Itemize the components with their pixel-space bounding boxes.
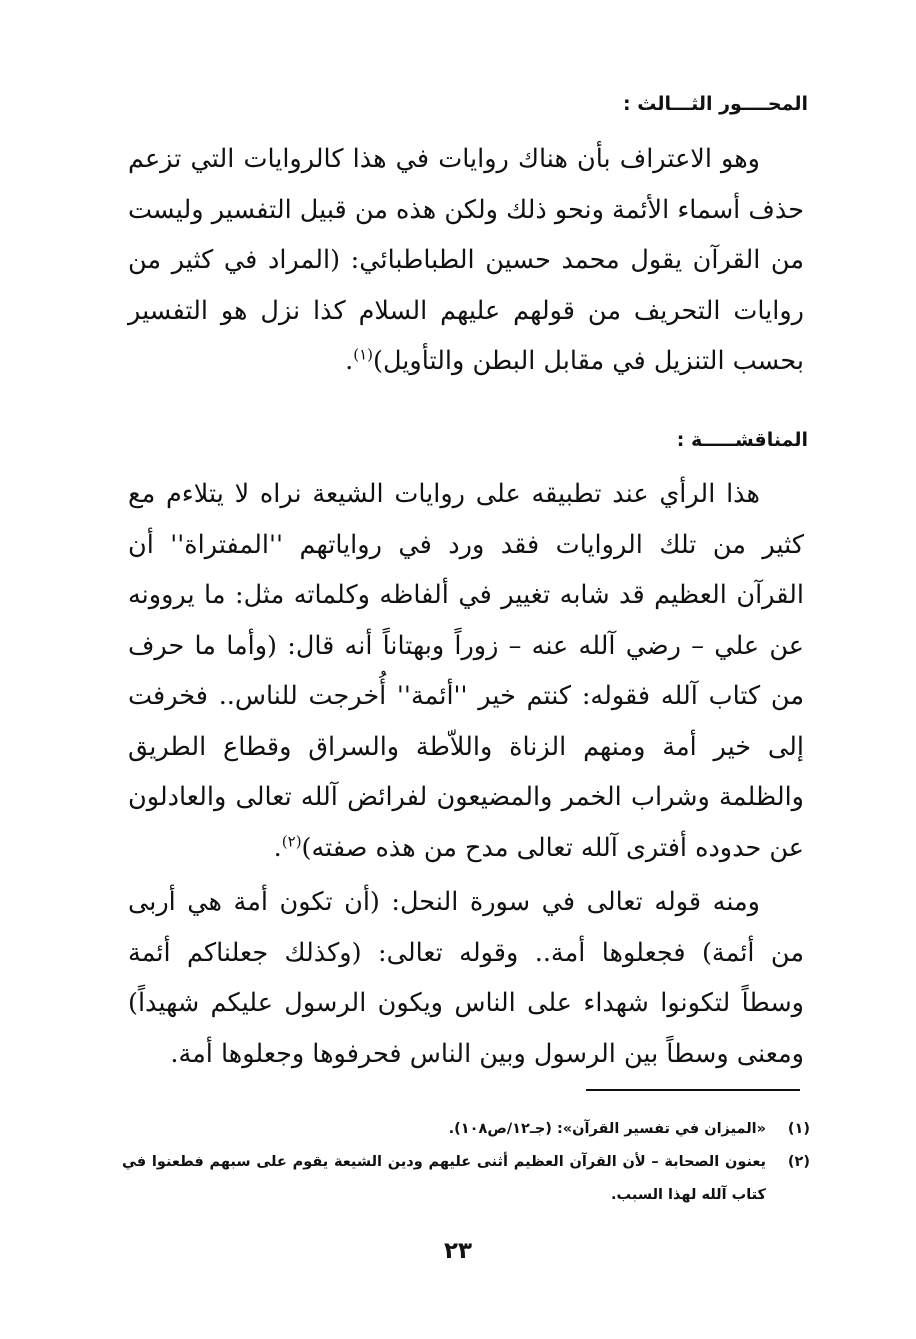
footnote [122,1146,810,1212]
footnote-reference: (١) [353,345,374,364]
paragraph-end: . [345,346,354,376]
footnote-number: (٢) [787,1154,810,1170]
section-heading-third-axis: المحــــور الثـــالث : [623,93,808,115]
paragraph-text: ومنه قوله تعالى في سورة النحل: (أن تكون أمة هي أربى من أئمة) فجعلوها أمة.. وقوله تعالى: (وكذلك جعلناكم أئمة وسطاً لتكونوا شهداء على الناس ويكون الرسول عليكم شهيداً) ومعنى وسطاً بين الرسول وبين الناس فحرفوها وجعلوها أمة. [128,887,804,1069]
footnote-number: (١) [787,1121,810,1137]
paragraph-text: وهو الاعتراف بأن هناك روايات في هذا كالروايات التي تزعم حذف أسماء الأئمة ونحو ذلك ولكن هذه من قبيل التفسير وليست من القرآن يقول محمد حسين الطباطبائي: (المراد في كثير من روايات التحريف من قولهم عليهم السلام كذا نزل هو التفسير بحسب التنزيل في مقابل البطن والتأويل) [128,144,804,376]
page-number: ٢٣ [443,1238,473,1264]
footnote-text: «الميزان في تفسير القرآن»: (جـ١٢/ص١٠٨). [448,1121,766,1137]
footnote-text: يعنون الصحابة – لأن القرآن العظيم أثنى عليهم ودين الشيعة يقوم على سبهم فطعنوا في كتاب آلله لهذا السبب. [122,1154,766,1203]
paragraph [128,134,804,387]
footnote-divider [586,1089,800,1091]
paragraph [128,469,804,873]
paragraph-end: . [273,832,282,863]
paragraph [128,877,804,1079]
footnote-reference: (٢) [281,832,302,850]
footnotes [122,1113,810,1212]
paragraph-text: هذا الرأي عند تطبيقه على روايات الشيعة نراه لا يتلاءم مع كثير من تلك الروايات فقد ورد في رواياتهم ''المفتراة'' أن القرآن العظيم قد شابه تغيير في ألفاظه وكلماته مثل: ما يروونه عن علي – رضي آلله عنه – زوراً وبهتاناً أنه قال: (وأما ما حرف من كتاب آلله فقوله: كنتم خير ''أئمة'' أُخرجت للناس.. فخرفت إلى خير أمة ومنهم الزناة واللاّطة والسراق وقطاع الطريق والظلمة وشراب الخمر والمضيعون لفرائض آلله تعالى والعادلون عن حدوده أفترى آلله تعالى مدح من هذه صفته) [128,479,804,863]
section-heading-discussion: المناقشـــــة : [676,429,808,451]
footnote [122,1113,810,1146]
